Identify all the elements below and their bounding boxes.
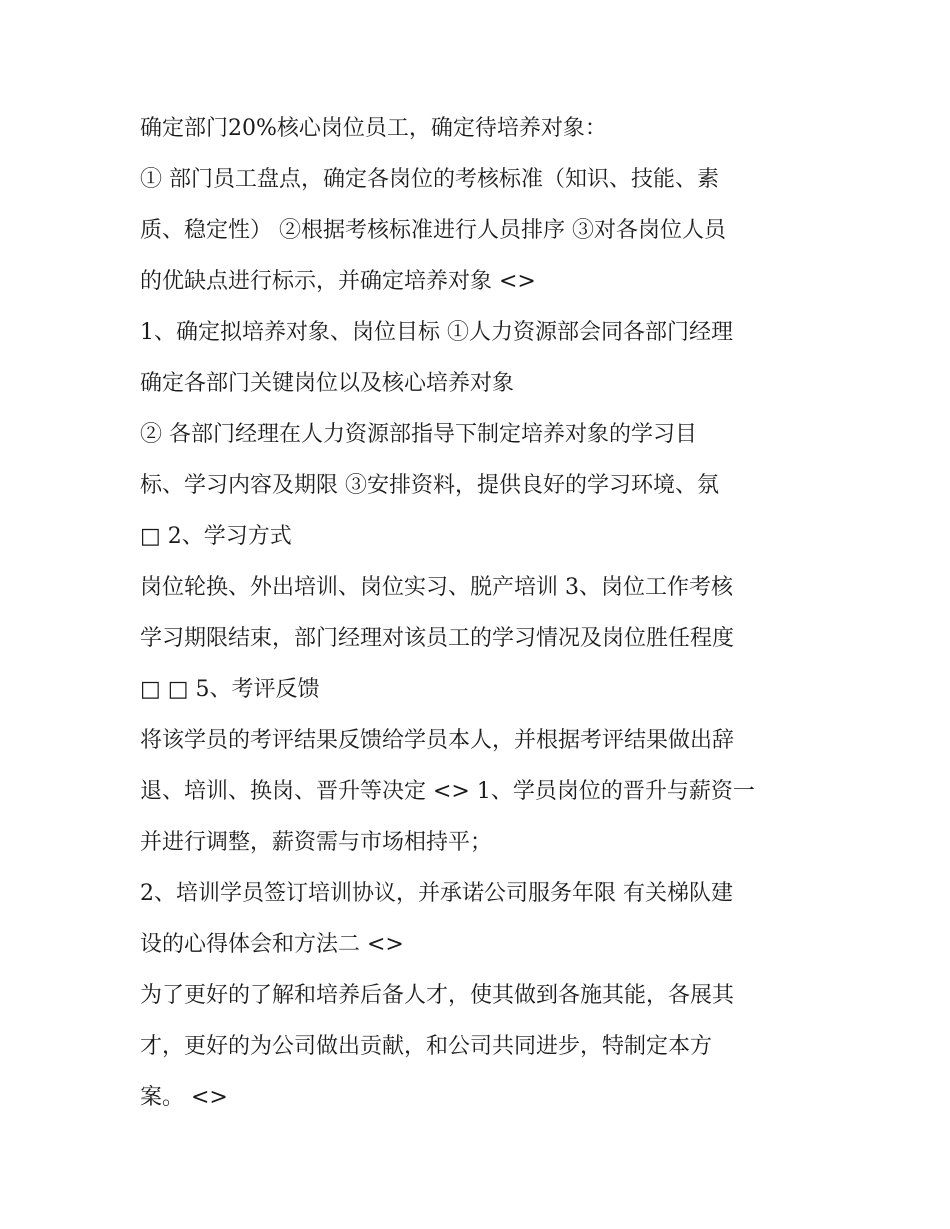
text-line-11: 学习期限结束，部门经理对该员工的学习情况及岗位胜任程度 xyxy=(140,626,735,651)
text-line-15: 并进行调整，薪资需与市场相持平； xyxy=(140,830,493,855)
text-line-13: 将该学员的考评结果反馈给学员本人，并根据考评结果做出辞 xyxy=(140,728,735,753)
text-line-10: 岗位轮换、外出培训、岗位实习、脱产培训 3、岗位工作考核 xyxy=(140,575,733,600)
text-line-8: 标、学习内容及期限 ③安排资料，提供良好的学习环境、氛 xyxy=(140,473,719,498)
text-line-18: 为了更好的了解和培养后备人才，使其做到各施其能，各展其 xyxy=(140,983,735,1008)
text-line-3: 质、稳定性） ②根据考核标准进行人员排序 ③对各岗位人员 xyxy=(140,218,726,243)
text-line-19: 才，更好的为公司做出贡献，和公司共同进步，特制定本方 xyxy=(140,1034,713,1059)
text-line-12: □ □ 5、考评反馈 xyxy=(140,677,320,702)
text-line-2: ① 部门员工盘点，确定各岗位的考核标准（知识、技能、素 xyxy=(140,167,719,192)
text-line-20: 案。 <> xyxy=(140,1085,228,1110)
text-line-5: 1、确定拟培养对象、岗位目标 ①人力资源部会同各部门经理 xyxy=(140,320,733,345)
text-line-1: 确定部门20%核心岗位员工，确定待培养对象： xyxy=(140,116,607,141)
text-line-4: 的优缺点进行标示，并确定培养对象 <> xyxy=(140,269,536,294)
text-line-6: 确定各部门关键岗位以及核心培养对象 xyxy=(140,371,515,396)
document-body xyxy=(140,107,830,1127)
text-line-9: □ 2、学习方式 xyxy=(140,524,292,549)
text-line-14: 退、培训、换岗、晋升等决定 <> 1、学员岗位的晋升与薪资一 xyxy=(140,779,755,804)
text-line-7: ② 各部门经理在人力资源部指导下制定培养对象的学习目 xyxy=(140,422,697,447)
text-line-17: 设的心得体会和方法二 <> xyxy=(140,932,404,957)
text-line-16: 2、培训学员签订培训协议，并承诺公司服务年限 有关梯队建 xyxy=(140,881,733,906)
